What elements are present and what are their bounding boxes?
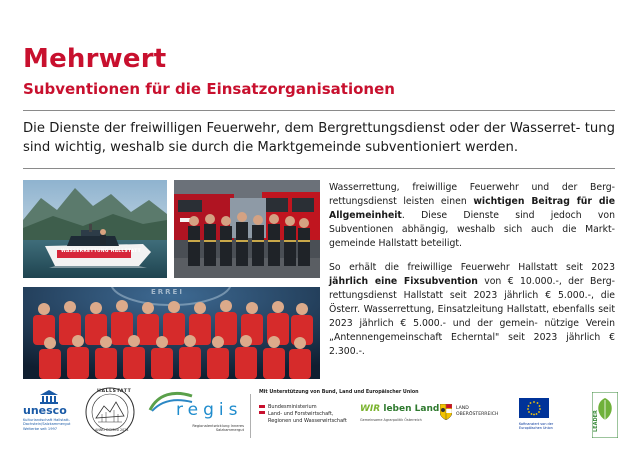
photo-mountain-rescue: [23, 287, 320, 379]
body-text: [329, 181, 615, 359]
wir-leben-land-logo: WIR leben Land Gemeinsame Agrarpolitik Österreich: [360, 404, 440, 422]
ooe-coat-of-arms-icon: [440, 404, 452, 420]
land-ooe-logo: LAND OBERÖSTERREICH: [440, 404, 508, 432]
unesco-logo: unesco Kulturlandschaft Hallstatt-Dachstein/Salzkammergut Welterbe seit 1997: [23, 390, 75, 430]
austria-flag-icon: [259, 405, 265, 414]
page-subtitle: Subventionen für die Einsatzorganisationen: [23, 80, 395, 98]
highlight-subsidy: jährlich eine Fixsubvention: [329, 276, 478, 287]
divider-bottom: [23, 168, 615, 169]
regis-logo: regis Regionalentwicklung Inneres Salzkammergut: [146, 390, 242, 436]
intro-text: Die Dienste der freiwilligen Feuerwehr, dem Bergrettungsdienst oder der Wasserret- tung sind wichtig, weshalb sie durch die Marktgemeinde subventioniert werden.: [23, 121, 615, 155]
hallstatt-seal: HALLSTATT ANNO DOMINI 2024: [84, 386, 136, 438]
highlight-contribution: wichtigen Beitrag für die Allgemeinheit: [329, 196, 615, 221]
group-banner-text: ERREI: [151, 288, 184, 296]
footer-divider: [250, 394, 251, 438]
divider-top: [23, 110, 615, 111]
photo-rescue-boat: [23, 180, 167, 278]
ministry-logo: Bundesministerium Land- und Forstwirtschaft, Regionen und Wasserwirtschaft: [259, 404, 351, 436]
leader-logo: LEADER: [592, 392, 618, 438]
support-heading: Mit Unterstützung von Bund, Land und Europäischer Union: [259, 390, 419, 395]
unesco-temple-icon: [39, 390, 59, 404]
boat-label: WASSERRETTUNG HALLSTATT: [61, 249, 141, 254]
eu-flag-icon: [519, 398, 549, 418]
body-paragraph-2: So erhält die freiwillige Feuerwehr Hallstatt seit 2023 jährlich eine Fixsubvention von € 10.000.-, der Berg- rettungsdienst Hallstatt seit 2023 jährlich € 5.000.-, die Österr. Wasserrettung, Einsatzleitung Hallstatt, ebenfalls seit 2023 jährlich € 5.000.- und der gemein- nützige Verein „Antennengemeinschaft Echerntal" seit 2023 jährlich € 2.300.-.: [329, 262, 615, 357]
page-title: Mehrwert: [23, 44, 167, 74]
eu-cofunding-logo: Kofinanziert von der Europäischen Union: [519, 398, 559, 438]
body-paragraph-1: Wasserrettung, freiwillige Feuerwehr und der Berg- rettungsdienst leisten einen wichtigen Beitrag für die Allgemeinheit. Diese Dienste sind jedoch von Subventionen abhängig, weshalb sich auch die Markt- gemeinde Hallstatt beteiligt.: [329, 182, 615, 249]
footer-logos: [0, 386, 640, 453]
photo-fire-brigade: [174, 180, 320, 278]
